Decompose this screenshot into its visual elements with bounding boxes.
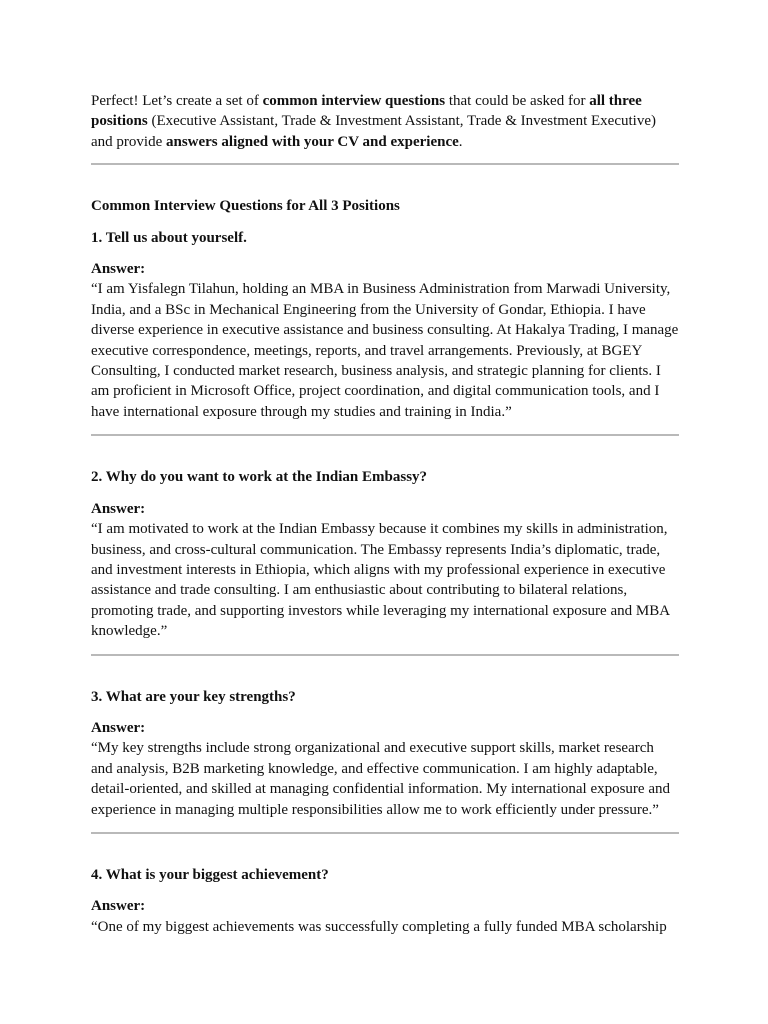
divider bbox=[91, 832, 679, 834]
question-heading: 2. Why do you want to work at the Indian Embassy? bbox=[91, 469, 428, 486]
section-title: Common Interview Questions for All 3 Positions bbox=[91, 198, 400, 215]
answer-label: Answer: bbox=[91, 719, 146, 736]
answer-label: Answer: bbox=[91, 261, 146, 278]
intro-text-1: Perfect! Let’s create a set of bbox=[91, 93, 263, 109]
intro-text-2: that could be asked for bbox=[445, 93, 590, 109]
answer-text: “I am motivated to work at the Indian Embassy because it combines my skills in administration, business, and cross-cultural communication. The Embassy represents India’s diplomatic, trade, and investment interests in Ethiopia, which aligns with my professional experience in executive assistance and trade consulting. I am enthusiastic about contributing to bilateral relations, promoting trade, and supporting investors while leveraging my international exposure and MBA knowledge.” bbox=[91, 521, 670, 640]
answer-text: “One of my biggest achievements was successfully completing a fully funded MBA scholarship bbox=[91, 918, 667, 935]
intro-paragraph bbox=[91, 91, 679, 152]
question-heading: 1. Tell us about yourself. bbox=[91, 229, 247, 246]
question-heading: 3. What are your key strengths? bbox=[91, 688, 296, 705]
intro-bold-1: common interview questions bbox=[262, 93, 446, 109]
divider bbox=[91, 434, 679, 436]
answer-label: Answer: bbox=[91, 500, 146, 517]
answer-text: “My key strengths include strong organizational and executive support skills, market research and analysis, B2B marketing knowledge, and effective communication. I am highly adaptable, detail-oriented, and skilled at managing confidential information. My international exposure and experience in managing multiple responsibilities allow me to work efficiently under pressure.” bbox=[91, 740, 670, 818]
intro-bold-2: all three positions bbox=[91, 93, 642, 130]
answer-label: Answer: bbox=[91, 898, 146, 915]
intro-bold-3: answers aligned with your CV and experience bbox=[165, 133, 459, 150]
divider bbox=[91, 163, 679, 165]
question-heading: 4. What is your biggest achievement? bbox=[91, 866, 329, 883]
intro-text-4: . bbox=[458, 133, 463, 150]
intro-text-3: (Executive Assistant, Trade & Investment Assistant, Trade & Investment Executive) and provide bbox=[91, 113, 656, 150]
document-body bbox=[91, 91, 679, 949]
divider bbox=[91, 654, 679, 656]
answer-text: “I am Yisfalegn Tilahun, holding an MBA in Business Administration from Marwadi University, India, and a BSc in Mechanical Engineering from the University of Gondar, Ethiopia. I have diverse experience in executive assistance and business consulting. At Hakalya Trading, I manage executive correspondence, meetings, reports, and travel arrangements. Previously, at BGEY Consulting, I conducted market research, business analysis, and strategic planning for clients. I am proficient in Microsoft Office, project coordination, and digital communication tools, and I have international exposure through my studies and training in India.” bbox=[91, 281, 679, 420]
